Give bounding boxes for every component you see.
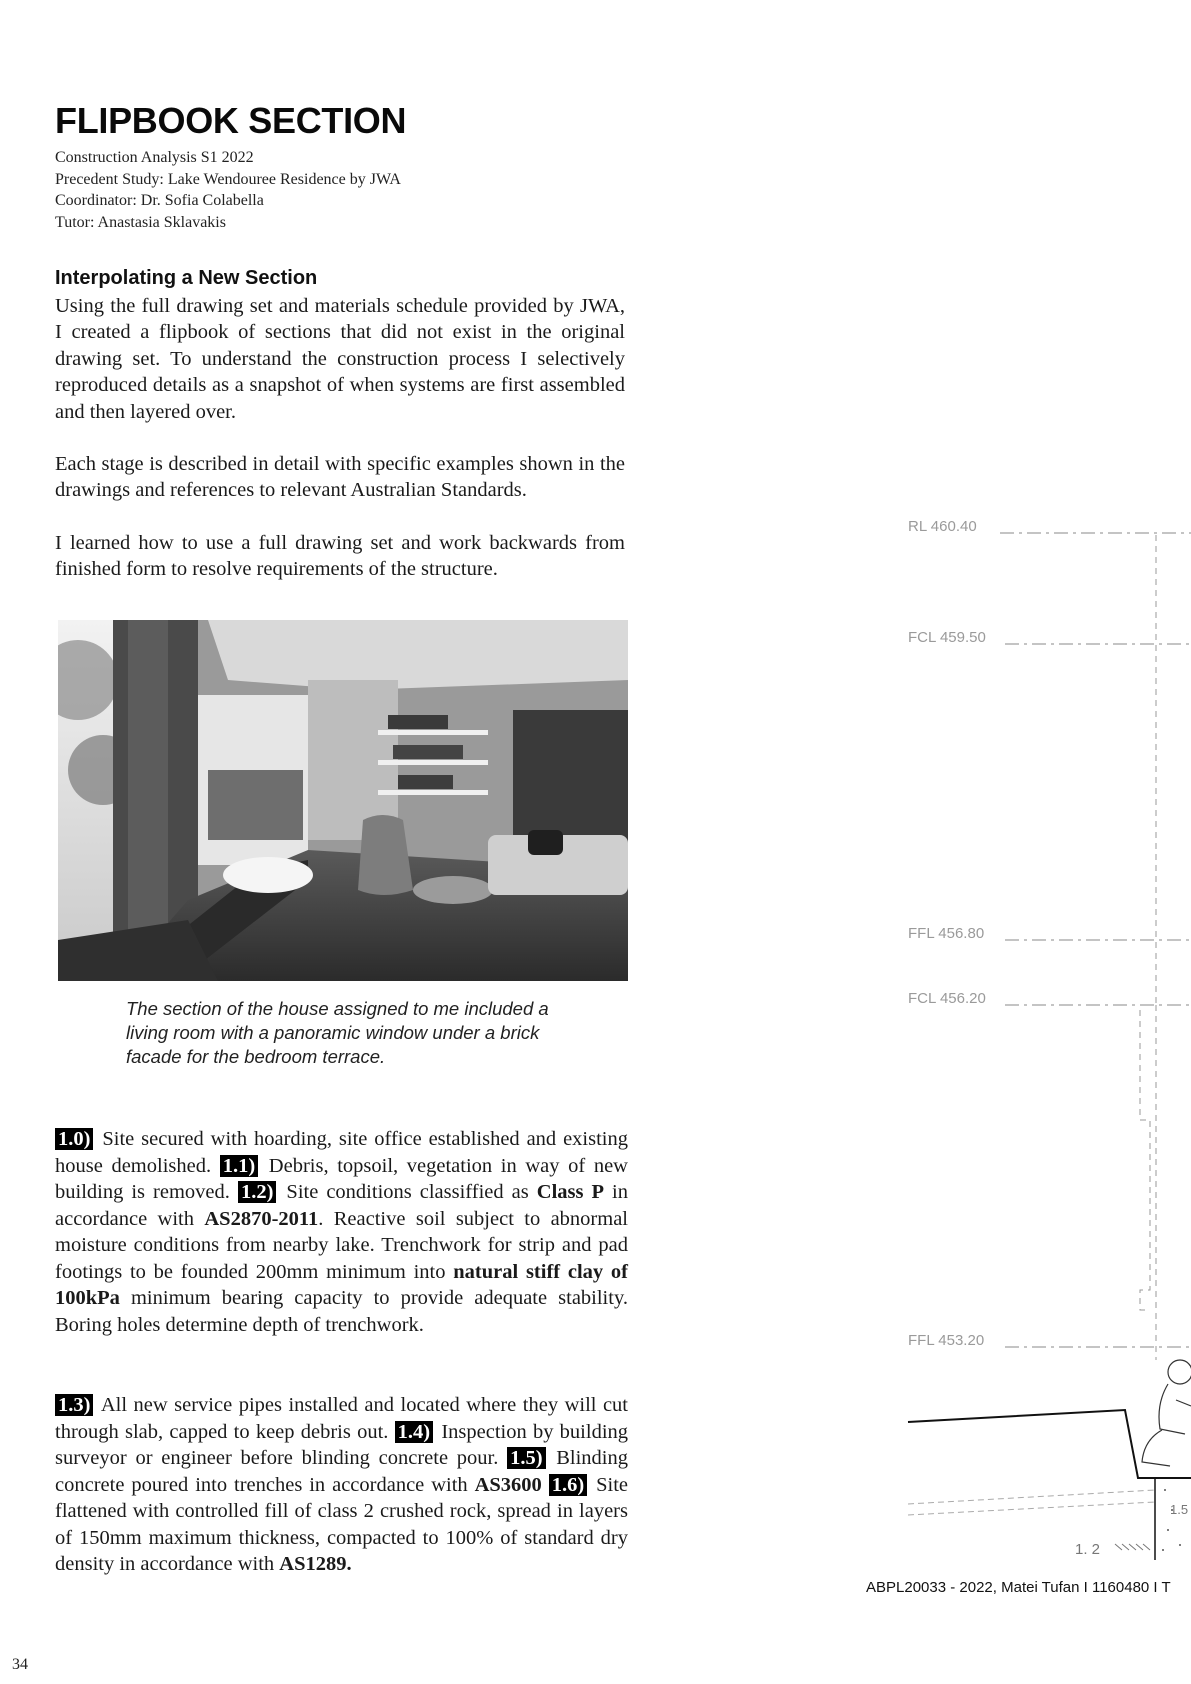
intro-text [55, 293, 625, 609]
step-badge: 1.1) [220, 1155, 258, 1177]
step-badge: 1.2) [238, 1181, 276, 1203]
meta-coordinator: Coordinator: Dr. Sofia Colabella [55, 192, 264, 209]
living-room-photo-illustration [58, 620, 628, 981]
step-badge: 1.4) [395, 1421, 433, 1443]
section-drawing [900, 500, 1191, 1560]
page-number: 34 [12, 1656, 28, 1673]
level-label: RL 460.40 [908, 518, 977, 535]
intro-paragraph: Each stage is described in detail with specific examples shown in the drawings and references to relevant Australian Standards. [55, 453, 625, 502]
step-text: Site conditions classiffied as [278, 1181, 537, 1203]
step-text: All new service pipes installed and located where they will cut through slab, capped to keep debris out. [55, 1394, 628, 1443]
section-heading: Interpolating a New Section [55, 267, 318, 289]
meta-course: Construction Analysis S1 2022 [55, 149, 254, 166]
step-text: Site secured with hoarding, site office established and existing house demolished. [55, 1128, 628, 1177]
meta-tutor: Tutor: Anastasia Sklavakis [55, 213, 226, 231]
level-label: FCL 456.20 [908, 990, 986, 1007]
meta-precedent: Precedent Study: Lake Wendouree Residence by JWA [55, 170, 401, 188]
living-room-photo [58, 620, 628, 981]
level-label: FFL 456.80 [908, 925, 985, 942]
step-badge: 1.0) [55, 1128, 93, 1150]
detail-label: 1.5 [1170, 1502, 1189, 1517]
step-text: minimum bearing capacity to provide adequate stability. Boring holes determine depth of trenchwork. [55, 1287, 628, 1336]
standard-reference: AS1289. [279, 1553, 352, 1575]
step-text: Site flattened with controlled fill of class 2 crushed rock, spread in layers of 150mm maximum thickness, compacted to 100% of standard dry density in accordance with [55, 1473, 629, 1575]
standard-reference: AS3600 [474, 1473, 542, 1496]
intro-paragraph: Using the full drawing set and materials schedule provided by JWA, I created a flipbook of sections that did not exist in the original drawing set. To understand the construction process I selectively reproduced details as a snapshot of when systems are first assembled and then layered over. [55, 295, 625, 423]
meta-block [55, 147, 401, 233]
step-text [542, 1474, 549, 1496]
level-label: FCL 459.50 [908, 629, 986, 646]
level-label: FFL 453.20 [908, 1332, 985, 1349]
soil-class: Class P [536, 1181, 605, 1203]
step-text: Blinding concrete poured into trenches in accordance with [55, 1447, 628, 1496]
footer-credit: ABPL20033 - 2022, Matei Tufan I 1160480 I T [866, 1579, 1171, 1596]
page-title: FLIPBOOK SECTION [55, 100, 407, 141]
step-text: Debris, topsoil, vegetation in way of new building is removed. [55, 1154, 628, 1203]
step-badge: 1.3) [55, 1394, 93, 1416]
step-badge: 1.6) [549, 1474, 587, 1496]
steps-paragraph-1 [55, 1126, 628, 1338]
step-text: Inspection by building surveyor or engineer before blinding concrete pour. [55, 1420, 629, 1469]
step-text: in accordance with [55, 1181, 629, 1230]
standard-reference: AS2870-2011 [204, 1207, 319, 1230]
detail-label: 1. 2 [1075, 1541, 1101, 1558]
photo-caption: The section of the house assigned to me included a living room with a panoramic window under a brick facade for the bedroom terrace. [126, 998, 549, 1067]
bearing-clay: natural stiff clay of 100kPa [55, 1260, 628, 1309]
intro-paragraph: I learned how to use a full drawing set and work backwards from finished form to resolve requirements of the structure. [55, 531, 625, 581]
steps-paragraph-2 [55, 1392, 628, 1578]
step-badge: 1.5) [507, 1447, 545, 1469]
step-text: . Reactive soil subject to abnormal moisture conditions from nearby lake. Trenchwork for strip and pad footings to be founded 200mm minimum into [55, 1207, 628, 1283]
